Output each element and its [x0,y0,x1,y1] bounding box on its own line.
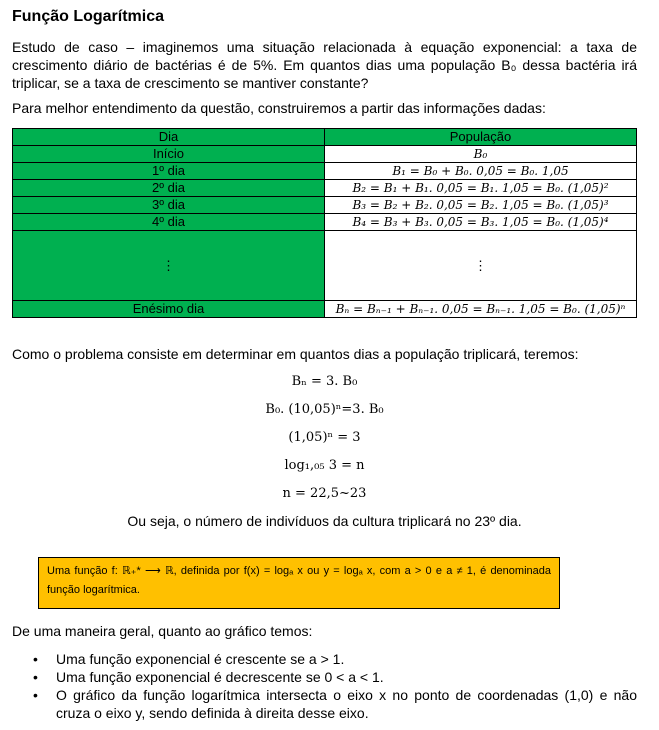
page-title: Função Logarítmica [12,8,165,25]
table-row [13,214,637,231]
equation-3: (1,05)ⁿ = 3 [288,430,361,445]
bullet-icon: • [33,669,38,685]
problem-paragraph: Como o problema consiste em determinar em quantos dias a população triplicará, teremos: [12,346,579,362]
population-cell: B₄ = B₃ + B₃. 0,05 = B₃. 1,05 = B₀. (1,05)⁴ [325,214,637,231]
population-cell: B₀ [325,146,637,163]
table-row [13,180,637,197]
population-ellipsis: ⋮ [325,231,637,301]
table-row [13,146,637,163]
lead-paragraph: Para melhor entendimento da questão, construiremos a partir das informações dadas: [12,100,546,116]
population-cell: B₃ = B₂ + B₂. 0,05 = B₂. 1,05 = B₀. (1,05)³ [325,197,637,214]
day-cell: 1º dia [13,163,325,180]
bullet-icon: • [33,687,38,703]
conclusion: Ou seja, o número de indivíduos da cultura triplicará no 23º dia. [127,513,522,529]
day-cell: Início [13,146,325,163]
bullet-list [12,650,637,722]
population-cell: B₂ = B₁ + B₁. 0,05 = B₁. 1,05 = B₀. (1,05)² [325,180,637,197]
population-cell: Bₙ = Bₙ₋₁ + Bₙ₋₁. 0,05 = Bₙ₋₁. 1,05 = B₀. (1,05)ⁿ [325,301,637,318]
equation-1: Bₙ = 3. B₀ [291,374,358,389]
list-item: • Uma função exponencial é decrescente se 0 < a < 1. [33,669,384,685]
list-item: • Uma função exponencial é crescente se a > 1. [33,651,345,667]
list-item: • O gráfico da função logarítmica intersecta o eixo x no ponto de coordenadas (1,0) e não cruza o eixo y, sendo definida à direita desse eixo. [33,687,637,721]
day-cell: 4º dia [13,214,325,231]
equation-4: log₁,₀₅ 3 = n [284,458,365,473]
header-population: População [325,129,637,146]
equation-5: n = 22,5~23 [282,486,367,501]
table-row [13,301,637,318]
growth-table [12,128,637,318]
table-row [13,197,637,214]
table-row-ellipsis [13,231,637,301]
equation-2: B₀. (10,05)ⁿ=3. B₀ [265,402,384,417]
bullet-icon: • [33,651,38,667]
general-paragraph: De uma maneira geral, quanto ao gráfico temos: [12,623,313,639]
table-header-row [13,129,637,146]
intro-paragraph: Estudo de caso – imaginemos uma situação relacionada à equação exponencial: a taxa de crescimento diário de bactérias é de 5%. Em quantos dias uma população B₀ dessa bactéria irá triplicar, se a taxa de crescimento se mantiver constante? [12,39,637,91]
population-cell: B₁ = B₀ + B₀. 0,05 = B₀. 1,05 [325,163,637,180]
day-cell: 2º dia [13,180,325,197]
day-ellipsis: ⋮ [13,231,325,301]
table-row [13,163,637,180]
day-cell: 3º dia [13,197,325,214]
header-day: Dia [13,129,325,146]
day-cell: Enésimo dia [13,301,325,318]
definition-box: Uma função f: ℝ₊* ⟶ ℝ, definida por f(x) = logₐ x ou y = logₐ x, com a > 0 e a ≠ 1, é denominada função logarítmica. [38,557,560,609]
